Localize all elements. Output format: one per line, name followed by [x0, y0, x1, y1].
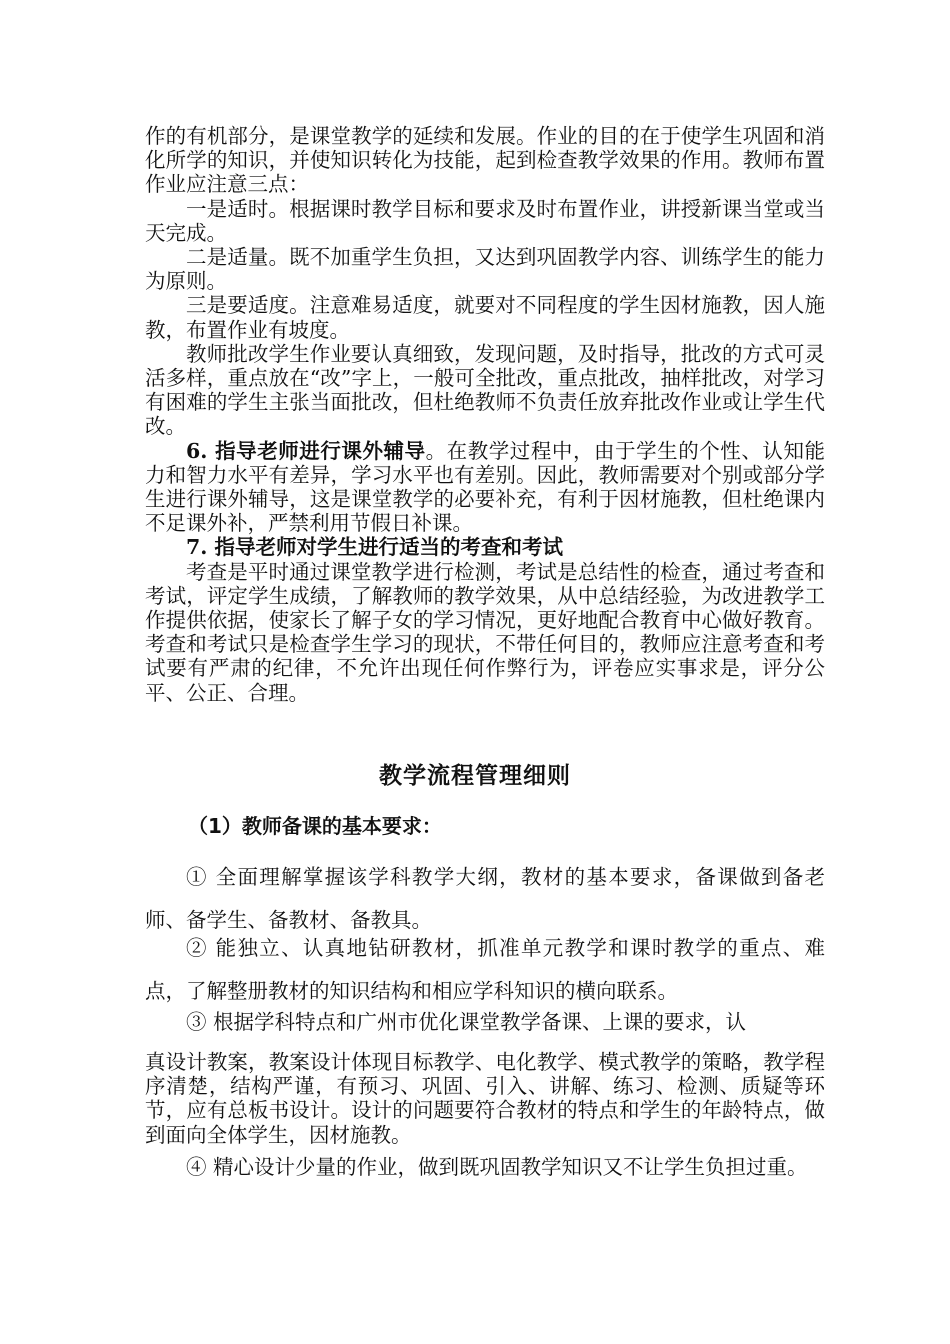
paragraph-point-timely: 一是适时。根据课时教学目标和要求及时布置作业，讲授新课当堂或当天完成。	[145, 196, 825, 245]
paragraph-point-difficulty: 三是要适度。注意难易适度，就要对不同程度的学生因材施教，因人施教，布置作业有坡度。	[145, 293, 825, 342]
list-item-4: ④ 精心设计少量的作业，做到既巩固教学知识又不让学生负担过重。	[186, 1155, 808, 1179]
section-subtitle: （1）教师备课的基本要求：	[188, 814, 442, 838]
list-item-1: ① 全面理解掌握该学科教学大纲，教材的基本要求，备课做到备老师、备学生、备教材、备教具。	[145, 865, 825, 932]
paragraph-exams: 考查是平时通过课堂教学进行检测，考试是总结性的检查，通过考查和考试，评定学生成绩，了解教师的教学效果，从中总结经验，为改进教学工作提供依据，使家长了解子女的学习情况，更好地配合教育中心做好教育。考查和考试只是检查学生学习的现状，不带任何目的，教师应注意考查和考试要有严肃的纪律，不允许出现任何作弊行为，评卷应实事求是，评分公平、公正、合理。	[145, 559, 825, 705]
heading-tutoring: 6. 指导老师进行课外辅导	[186, 438, 426, 463]
list-item-3-first-line: ③ 根据学科特点和广州市优化课堂教学备课、上课的要求，认	[186, 1010, 747, 1034]
heading-exams: 7. 指导老师对学生进行适当的考查和考试	[186, 535, 564, 560]
section-homework-guidance	[145, 124, 825, 705]
paragraph-homework-purpose: 作的有机部分，是课堂教学的延续和发展。作业的目的在于使学生巩固和消化所学的知识，并使知识转化为技能，起到检查教学效果的作用。教师布置作业应注意三点：	[145, 124, 825, 197]
text-tutoring: 。在教学过程中，由于学生的个性、认知能力和智力水平有差异，学习水平也有差别。因此，教师需要对个别或部分学生进行课外辅导，这是课堂教学的必要补充，有利于因材施教，但杜绝课内不足课外补，严禁利用节假日补课。	[145, 438, 825, 536]
section-title: 教学流程管理细则	[379, 763, 571, 789]
paragraph-tutoring	[145, 439, 825, 536]
list-item-2: ② 能独立、认真地钻研教材，抓准单元教学和课时教学的重点、难点，了解整册教材的知识结构和相应学科知识的横向联系。	[145, 936, 825, 1003]
paragraph-homework-grading: 教师批改学生作业要认真细致，发现问题，及时指导，批改的方式可灵活多样，重点放在“改”字上，一般可全批改，重点批改，抽样批改，对学习有困难的学生主张当面批改，但杜绝教师不负责任放弃批改作业或让学生代改。	[145, 341, 825, 439]
paragraph-point-amount: 二是适量。既不加重学生负担，又达到巩固教学内容、训练学生的能力为原则。	[145, 245, 825, 294]
list-item-3-continued: 真设计教案，教案设计体现目标教学、电化教学、模式教学的策略，教学程序清楚，结构严谨，有预习、巩固、引入、讲解、练习、检测、质疑等环节，应有总板书设计。设计的问题要符合教材的特点和学生的年龄特点，做到面向全体学生，因材施教。	[145, 1050, 825, 1147]
